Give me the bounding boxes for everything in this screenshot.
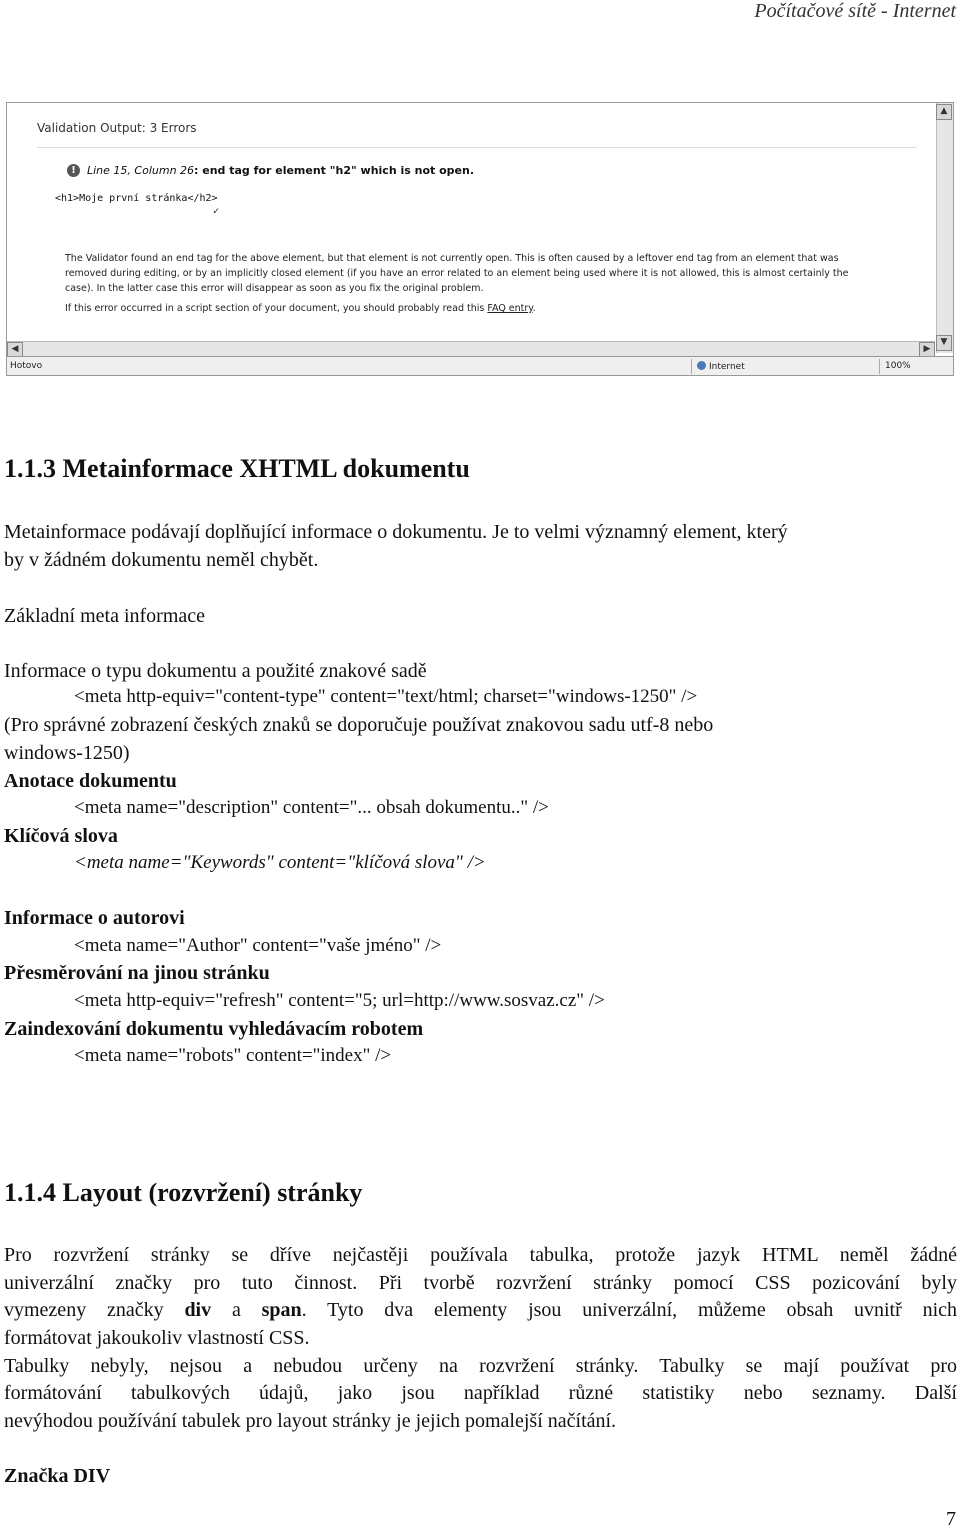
horizontal-scrollbar[interactable]	[7, 341, 935, 356]
scroll-up-icon[interactable]: ▲	[936, 104, 952, 120]
doctype-note-2: windows-1250)	[4, 742, 130, 764]
scroll-right-icon[interactable]: ▶	[919, 342, 935, 357]
div-section-title: Značka DIV	[4, 1465, 111, 1487]
error-explanation: The Validator found an end tag for the above element, but that element is not currently open. This is often caused by a leftover end tag from an element that was removed during editing, or by an implicitly closed element (if you have an error related to an element being used where it is not allowed, this is almost certainly the case). In the latter case this error will disappear as soon as you fix the original problem.	[65, 253, 849, 294]
error-icon: !	[67, 164, 80, 177]
doctype-note-1: (Pro správné zobrazení českých znaků se doporučuje používat znakovou sadu utf-8 nebo	[4, 714, 714, 736]
layout-para1-line2: univerzální značky pro tuto činnost. Při tvorbě rozvržení stránky pomocí CSS pozicování byly	[4, 1272, 957, 1294]
header-title: Počítačové sítě	[754, 0, 877, 22]
div-keyword: div	[184, 1299, 212, 1321]
author-title: Informace o autorovi	[4, 907, 185, 929]
layout-para2-line2: formátování tabulkových údajů, jako jsou například různé statistiky nebo seznamy. Další	[4, 1382, 957, 1404]
validator-content	[7, 103, 935, 341]
scroll-left-icon[interactable]: ◀	[7, 342, 23, 357]
header-subject: Internet	[892, 0, 956, 22]
error-line	[87, 164, 474, 177]
annotation-title: Anotace dokumentu	[4, 770, 177, 792]
faq-link[interactable]: FAQ entry	[487, 303, 533, 314]
annotation-code: <meta name="description" content="... obsah dokumentu.." />	[74, 797, 549, 818]
faq-hint: If this error occurred in a script section of your document, you should probably read this FAQ entry.	[65, 303, 536, 314]
status-zone: Internet	[697, 361, 745, 372]
robots-code: <meta name="robots" content="index" />	[74, 1045, 392, 1066]
layout-para1-line1: Pro rozvržení stránky se dříve nejčastěji používala tabulka, protože jazyk HTML neměl žádné	[4, 1244, 957, 1266]
doctype-title: Informace o typu dokumentu a použité znakové sadě	[4, 660, 427, 682]
browser-status-bar	[7, 356, 953, 376]
layout-para1-line3: vymezeny značky div a span. Tyto dva elementy jsou univerzální, můžeme obsah uvnitř nich	[4, 1299, 958, 1321]
redirect-code: <meta http-equiv="refresh" content="5; url=http://www.sosvaz.cz" />	[74, 990, 605, 1011]
layout-para1-line4: formátovat jakoukoliv vlastností CSS.	[4, 1327, 310, 1349]
keywords-code: <meta name="Keywords" content="klíčová slova" />	[74, 852, 486, 873]
error-location: Line 15, Column 26	[87, 164, 195, 177]
status-text: Hotovo	[10, 361, 43, 371]
author-code: <meta name="Author" content="vaše jméno" />	[74, 935, 442, 956]
validation-output-title: Validation Output: 3 Errors	[37, 121, 197, 135]
layout-para2-line1: Tabulky nebyly, nejsou a nebudou určeny na rozvržení stránky. Tabulky se mají používat pro	[4, 1355, 957, 1377]
header-separator: -	[881, 0, 888, 22]
robots-title: Zaindexování dokumentu vyhledávacím robotem	[4, 1018, 424, 1040]
span-keyword: span	[261, 1299, 302, 1321]
page-number: 7	[946, 1508, 956, 1530]
basic-meta-title: Základní meta informace	[4, 605, 206, 627]
scroll-down-icon[interactable]: ▼	[936, 335, 952, 351]
section-heading-114: 1.1.4 Layout (rozvržení) stránky	[4, 1178, 363, 1207]
error-caret: ✓	[213, 206, 220, 217]
keywords-title: Klíčová slova	[4, 825, 118, 847]
intro-line-2: by v žádném dokumentu neměl chybět.	[4, 549, 319, 571]
error-source-code: <h1>Moje první stránka</h2>	[55, 193, 218, 204]
error-message: : end tag for element "h2" which is not open.	[194, 164, 475, 177]
section-heading-113: 1.1.3 Metainformace XHTML dokumentu	[4, 454, 470, 483]
doctype-code: <meta http-equiv="content-type" content="text/html; charset="windows-1250" />	[74, 686, 698, 707]
vertical-scrollbar[interactable]	[936, 103, 953, 353]
faq-text: If this error occurred in a script section of your document, you should probably read this	[65, 303, 485, 314]
globe-icon	[697, 361, 706, 370]
intro-line-1: Metainformace podávají doplňující informace o dokumentu. Je to velmi významný element, který	[4, 521, 788, 543]
divider	[37, 147, 917, 148]
validator-screenshot	[6, 102, 954, 376]
status-divider	[879, 359, 880, 374]
layout-para2-line3: nevýhodou používání tabulek pro layout stránky je jejich pomalejší načítání.	[4, 1410, 617, 1432]
zoom-level[interactable]: 100%	[885, 361, 911, 371]
running-header	[754, 0, 956, 23]
status-divider	[691, 359, 692, 374]
redirect-title: Přesměrování na jinou stránku	[4, 962, 270, 984]
